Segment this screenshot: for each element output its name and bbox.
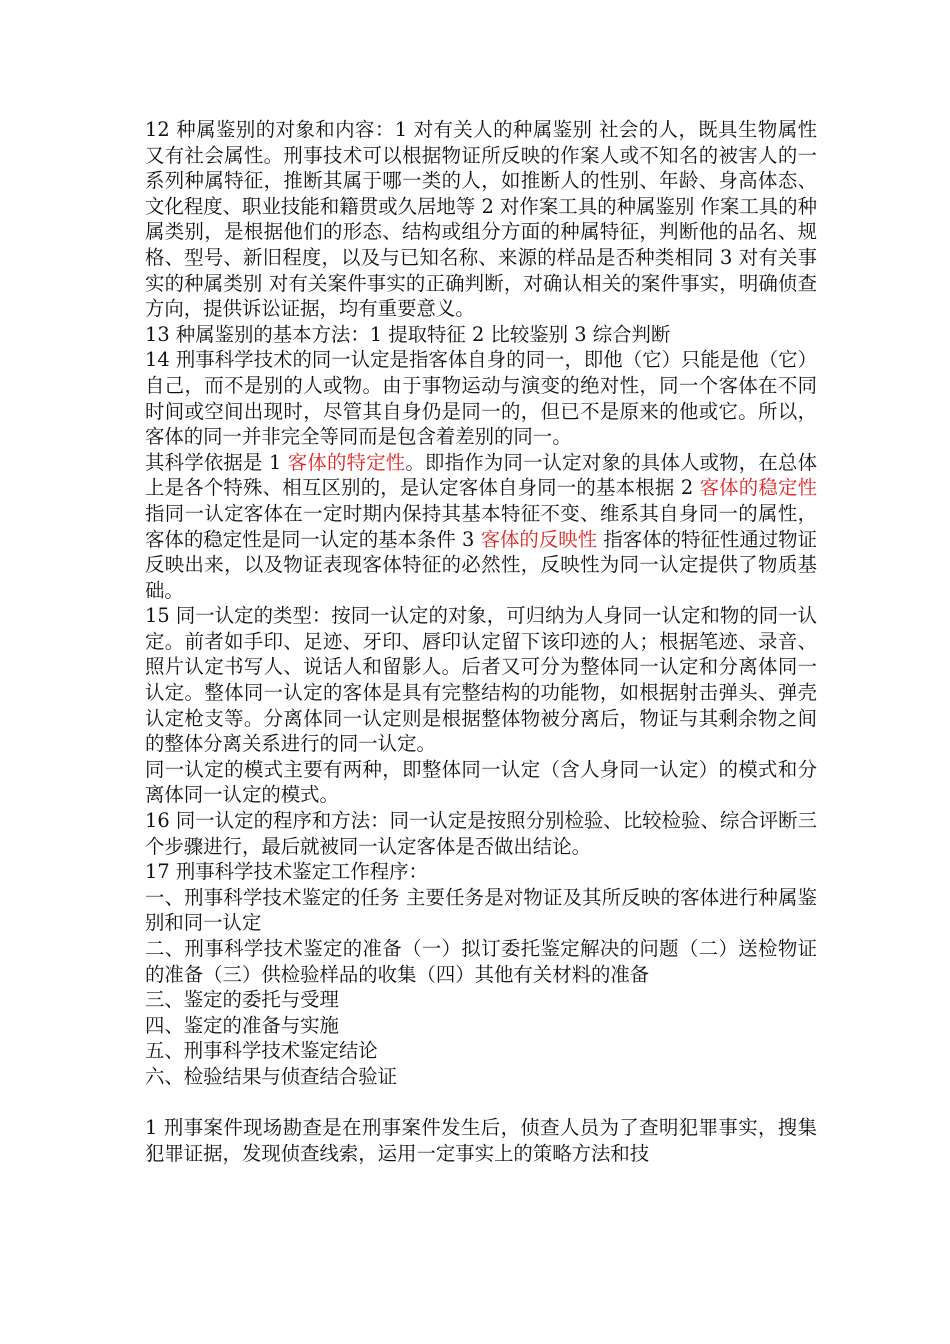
paragraph-text: 三、鉴定的委托与受理 bbox=[145, 988, 339, 1012]
paragraph-scientific-basis bbox=[145, 450, 817, 604]
paragraph-text: 六、检验结果与侦查结合验证 bbox=[145, 1064, 398, 1088]
blank-line bbox=[145, 1090, 817, 1116]
paragraph-text: 指同一认定客体在一定时期内保持其基本特征不变、维系其自身同一的属性，客体的稳定性是同一认定的基本条件 3 bbox=[145, 501, 817, 551]
paragraph-text: 一、刑事科学技术鉴定的任务 主要任务是对物证及其所反映的客体进行种属鉴别和同一认定 bbox=[145, 885, 817, 935]
paragraph-text: 四、鉴定的准备与实施 bbox=[145, 1013, 339, 1037]
list-item-6 bbox=[145, 1064, 817, 1090]
paragraph-text: 。即指作为同一认定对象的具体人或物，在总体上是各个特殊、相互区别的，是认定客体自身同一的基本根据 2 bbox=[145, 450, 817, 500]
list-item-2 bbox=[145, 936, 817, 987]
paragraph-text: 13 种属鉴别的基本方法：1 提取特征 2 比较鉴别 3 综合判断 bbox=[145, 322, 671, 346]
paragraph-crime-scene-investigation bbox=[145, 1115, 817, 1166]
list-item-4 bbox=[145, 1013, 817, 1039]
paragraph-text: 16 同一认定的程序和方法：同一认定是按照分别检验、比较检验、综合评断三个步骤进行，最后就被同一认定客体是否做出结论。 bbox=[145, 809, 817, 858]
paragraph-text: 14 刑事科学技术的同一认定是指客体自身的同一，即他（它）只能是他（它）自己，而不是别的人或物。由于事物运动与演变的绝对性，同一个客体在不同时间或空间出现时，尽管其自身仍是同一的，但已不是原来的他或它。所以，客体的同一并非完全等同而是包含着差别的同一。 bbox=[145, 348, 817, 449]
paragraph-text: 指客体的特征性通过物证反映出来，以及物证表现客体特征的必然性，反映性为同一认定提供了物质基础。 bbox=[145, 527, 817, 602]
paragraph-text: 同一认定的模式主要有两种，即整体同一认定（含人身同一认定）的模式和分离体同一认定的模式。 bbox=[145, 757, 817, 807]
list-item-3 bbox=[145, 987, 817, 1013]
list-item-1 bbox=[145, 885, 817, 936]
document-page bbox=[145, 117, 817, 1166]
paragraph-text: 其科学依据是 1 bbox=[145, 450, 288, 474]
highlight-term-specificity: 客体的特定性 bbox=[287, 450, 406, 474]
list-item-5 bbox=[145, 1038, 817, 1064]
paragraph-text: 17 刑事科学技术鉴定工作程序： bbox=[145, 860, 428, 884]
paragraph-text: 1 刑事案件现场勘查是在刑事案件发生后，侦查人员为了查明犯罪事实，搜集犯罪证据，发现侦查线索，运用一定事实上的策略方法和技 bbox=[145, 1116, 817, 1165]
paragraph-identity-modes bbox=[145, 757, 817, 808]
paragraph-12-species-identification bbox=[145, 117, 817, 322]
paragraph-text: 五、刑事科学技术鉴定结论 bbox=[145, 1039, 378, 1063]
paragraph-text: 12 种属鉴别的对象和内容：1 对有关人的种属鉴别 社会的人，既具生物属性又有社会属性。刑事技术可以根据物证所反映的作案人或不知名的被害人的一系列种属特征，推断其属于哪一类的人，如推断人的性别、年龄、身高体态、文化程度、职业技能和籍贯或久居地等 2 对作案工具的种属鉴别 作案工具的种属类别，是根据他们的形态、结构或组分方面的种属特征，判断他的品名、规格、型号、新旧程度，以及与已知名称、来源的样品是否种类相同 3 对有关事实的种属类别 对有关案件事实的正确判断，对确认相关的案件事实，明确侦查方向，提供诉讼证据，均有重要意义。 bbox=[145, 118, 817, 321]
paragraph-13-methods bbox=[145, 322, 817, 348]
paragraph-text: 二、刑事科学技术鉴定的准备（一）拟订委托鉴定解决的问题（二）送检物证的准备（三）供检验样品的收集（四）其他有关材料的准备 bbox=[145, 937, 817, 986]
paragraph-15-identity-types bbox=[145, 603, 817, 757]
highlight-term-reflectivity: 客体的反映性 bbox=[480, 527, 598, 551]
paragraph-17-workflow-heading bbox=[145, 859, 817, 885]
highlight-term-stability: 客体的稳定性 bbox=[699, 476, 817, 500]
paragraph-14-identity bbox=[145, 347, 817, 449]
paragraph-16-procedure bbox=[145, 808, 817, 859]
paragraph-text: 15 同一认定的类型：按同一认定的对象，可归纳为人身同一认定和物的同一认定。前者如手印、足迹、牙印、唇印认定留下该印迹的人；根据笔迹、录音、照片认定书写人、说话人和留影人。后者又可分为整体同一认定和分离体同一认定。整体同一认定的客体是具有完整结构的功能物，如根据射击弹头、弹壳认定枪支等。分离体同一认定则是根据整体物被分离后，物证与其剩余物之间的整体分离关系进行的同一认定。 bbox=[145, 604, 817, 756]
